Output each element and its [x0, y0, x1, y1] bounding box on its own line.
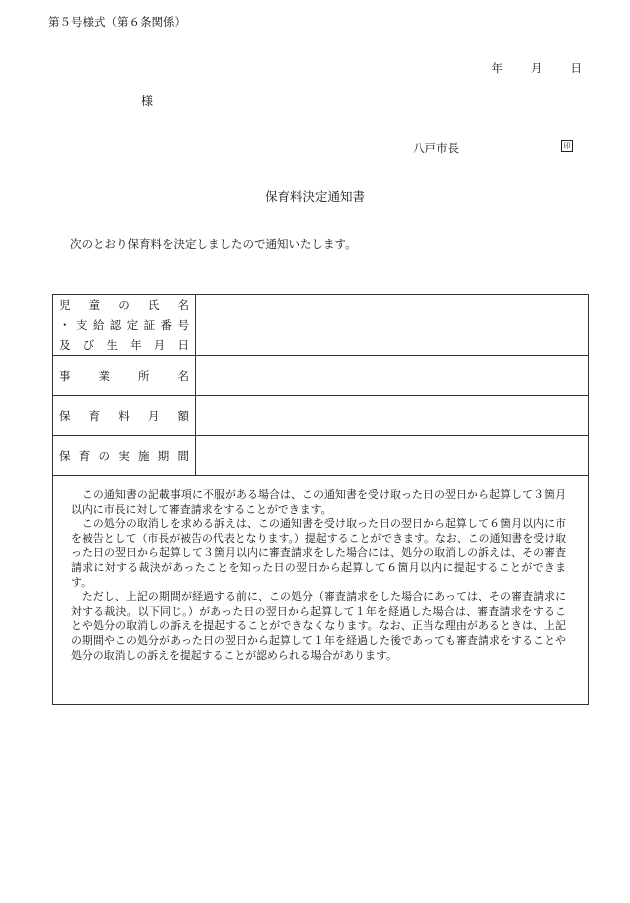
label-char: 所 [138, 368, 150, 383]
label-char: 生 [106, 338, 118, 352]
facility-name-label [53, 356, 196, 396]
label-char: 保 [59, 448, 71, 463]
table-row [53, 396, 589, 436]
label-char: の [98, 448, 110, 463]
label-line [59, 295, 189, 315]
label-char: 施 [138, 448, 150, 463]
label-char: の [118, 298, 130, 312]
child-info-value[interactable] [196, 295, 589, 356]
label-char: 料 [118, 408, 130, 423]
table-row [53, 436, 589, 476]
date-line [492, 60, 583, 76]
label-line [59, 406, 189, 426]
notice-paragraph: この通知書の記載事項に不服がある場合は、この通知書を受け取った日の翌日から起算して３箇月以内に市長に対して審査請求をすることができます。 [71, 488, 566, 516]
care-period-label [53, 436, 196, 476]
label-char: 額 [177, 408, 189, 423]
label-char: 日 [177, 338, 189, 352]
label-char: 月 [153, 338, 166, 352]
label-char: 及 [59, 338, 71, 352]
label-char: 月 [147, 408, 160, 423]
label-char: ・ [59, 318, 71, 332]
care-period-value[interactable] [196, 436, 589, 476]
label-char: 事 [59, 368, 71, 383]
label-char: 名 [177, 368, 189, 383]
form-number: 第５号様式（第６条関係） [48, 15, 186, 29]
label-char: 育 [78, 448, 91, 463]
label-char: 保 [59, 408, 71, 423]
label-char: 給 [92, 318, 105, 332]
monthly-fee-label [53, 396, 196, 436]
label-char: 名 [177, 298, 189, 312]
date-day-label: 日 [570, 61, 582, 75]
appeal-notice [53, 476, 589, 705]
monthly-fee-value[interactable] [196, 396, 589, 436]
intro-text: 次のとおり保育料を決定しましたので通知いたします。 [70, 237, 357, 251]
label-char: 番 [160, 318, 173, 332]
label-char: 号 [177, 318, 189, 332]
label-char: 年 [130, 338, 142, 352]
label-char: 実 [118, 448, 130, 463]
info-table [52, 294, 589, 705]
label-char: 証 [143, 318, 156, 332]
seal-mark: 印 [561, 140, 573, 152]
label-char: 認 [109, 318, 122, 332]
label-char: 支 [75, 318, 88, 332]
child-info-label [53, 295, 196, 356]
label-char: 期 [157, 448, 170, 463]
label-char: 業 [98, 368, 110, 383]
label-char: 児 [59, 298, 71, 312]
label-line [59, 366, 189, 386]
facility-name-value[interactable] [196, 356, 589, 396]
date-month-label: 月 [531, 61, 543, 75]
issuer-name: 八戸市長 [413, 141, 459, 155]
label-line [59, 335, 189, 355]
table-row [53, 356, 589, 396]
notice-paragraph: この処分の取消しを求める訴えは、この通知書を受け取った日の翌日から起算して６箇月以内に市を被告として（市長が被告の代表となります。）提起することができます。なお、この通知書を受け取った日の翌日から起算して３箇月以内に審査請求をした場合には、処分の取消しの訴えは、その審査請求に対する裁決があったことを知った日の翌日から起算して６箇月以内に提起することができます。 [71, 517, 566, 589]
table-row [53, 476, 589, 705]
document-title: 保育料決定通知書 [264, 189, 365, 204]
label-char: 育 [88, 408, 101, 423]
label-line [59, 315, 189, 335]
addressee-suffix: 様 [141, 94, 154, 108]
date-year-label: 年 [491, 61, 503, 75]
table-row [53, 295, 589, 356]
label-char: 間 [177, 448, 189, 463]
notice-paragraph: ただし、上記の期間が経過する前に、この処分（審査請求をした場合にあっては、その審査請求に対する裁決。以下同じ。）があった日の翌日から起算して１年を経過した場合は、審査請求をすることや処分の取消しの訴えを提起することができなくなります。なお、正当な理由があるときは、上記の期間やこの処分があった日の翌日から起算して１年を経過した後であっても審査請求をすることや処分の取消しの訴えを提起することが認められる場合があります。 [71, 590, 566, 662]
label-char: び [82, 338, 95, 352]
label-char: 定 [126, 318, 139, 332]
label-char: 童 [88, 298, 101, 312]
label-line [59, 446, 189, 466]
label-char: 氏 [147, 298, 160, 312]
